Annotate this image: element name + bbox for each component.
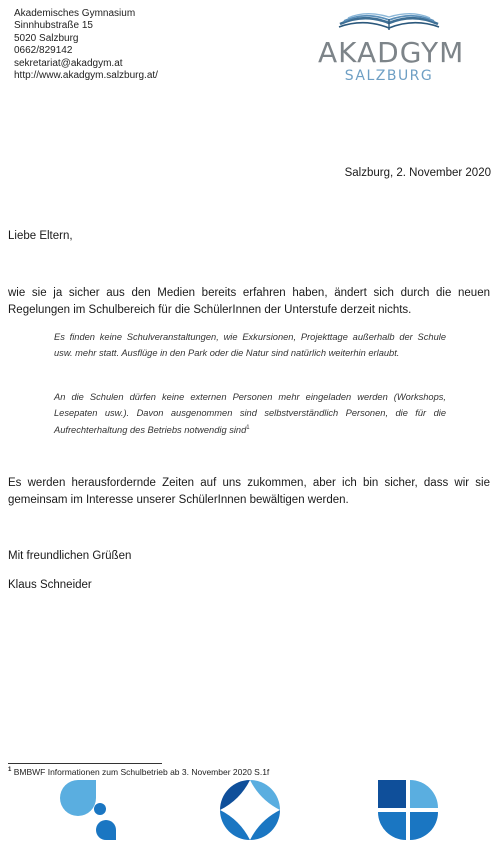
quote-paragraph bbox=[54, 390, 446, 439]
quote-paragraph bbox=[54, 330, 446, 361]
intro-paragraph: wie sie ja sicher aus den Medien bereits erfahren haben, ändert sich durch die neuen Regelungen im Schulbereich für die SchülerInnen der Unterstufe derzeit nichts. bbox=[8, 287, 490, 316]
footnote-text: BMBWF Informationen zum Schulbetrieb ab 3. November 2020 S.1f bbox=[11, 767, 270, 777]
salutation: Liebe Eltern, bbox=[8, 230, 73, 242]
logo-city: SALZBURG bbox=[344, 68, 434, 84]
sender-address bbox=[14, 8, 158, 82]
footnote-divider bbox=[8, 763, 162, 764]
shield-shape-logo-icon bbox=[376, 778, 440, 842]
sender-line: 0662/829142 bbox=[14, 45, 73, 57]
sender-email[interactable]: sekretariat@akadgym.at bbox=[14, 57, 123, 69]
sender-line: Sinnhubstraße 15 bbox=[14, 20, 93, 32]
footnote-reference[interactable]: 1 bbox=[246, 425, 250, 431]
star-circle-logo-icon bbox=[218, 778, 282, 842]
signature-name: Klaus Schneider bbox=[8, 579, 92, 591]
regards: Mit freundlichen Grüßen bbox=[8, 550, 132, 562]
closing-paragraph: Es werden herausfordernde Zeiten auf uns zukommen, aber ich bin sicher, dass wir sie gemeinsam im Interesse unserer SchülerInnen bewältigen werden. bbox=[8, 477, 490, 506]
sender-line: 5020 Salzburg bbox=[14, 32, 79, 44]
quote-text: Es finden keine Schulveranstaltungen, wie Exkursionen, Projekttage außerhalb der Schule usw. mehr statt. Ausflüge in den Park oder die Natur sind natürlich weiterhin erlaubt. bbox=[54, 332, 446, 358]
open-book-icon bbox=[336, 10, 442, 32]
drop-shape-logo-icon bbox=[56, 778, 122, 842]
school-logo bbox=[318, 10, 465, 85]
letter-date: Salzburg, 2. November 2020 bbox=[344, 167, 491, 179]
footnote-mark: 1 bbox=[8, 767, 12, 774]
logo-name: AKADGYM bbox=[318, 36, 465, 69]
footnote bbox=[8, 767, 269, 777]
sender-line: Akademisches Gymnasium bbox=[14, 8, 136, 19]
sender-website[interactable]: http://www.akadgym.salzburg.at/ bbox=[14, 70, 158, 82]
quote-text: An die Schulen dürfen keine externen Personen mehr eingeladen werden (Workshops, Lesepaten usw.). Davon ausgenommen sind selbstverständlich Personen, die für die Aufrechterhaltung des Betriebs notwendig sind bbox=[54, 392, 446, 436]
